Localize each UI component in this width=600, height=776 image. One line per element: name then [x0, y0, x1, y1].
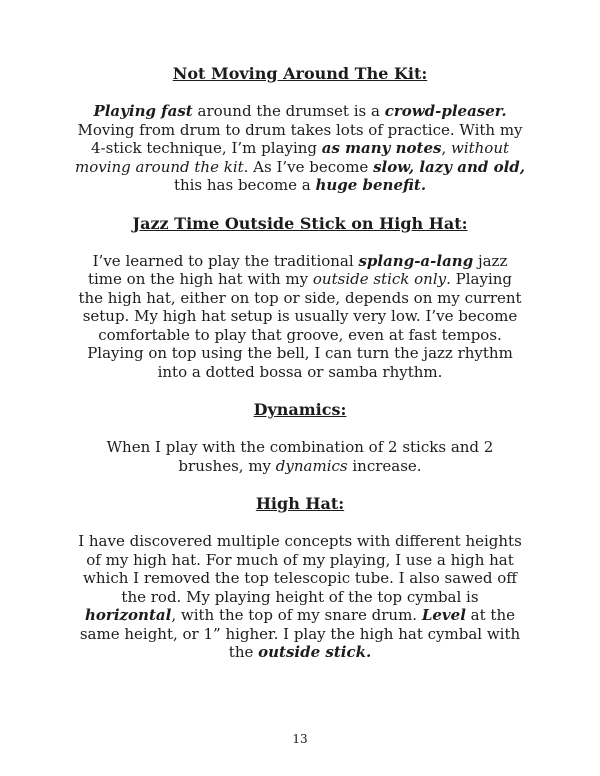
section-paragraph	[74, 438, 526, 475]
section-paragraph	[74, 102, 526, 195]
section-heading	[74, 64, 526, 83]
section-heading	[74, 214, 526, 233]
text-run: as many notes	[321, 139, 442, 157]
text-run: outside stick.	[258, 643, 372, 661]
section-heading	[74, 494, 526, 513]
text-run: without moving around the kit	[75, 139, 510, 176]
section-paragraph	[74, 252, 526, 382]
section-heading-text: High Hat:	[255, 494, 345, 513]
text-run: slow, lazy and old,	[373, 157, 525, 176]
section-heading-text: Dynamics:	[253, 400, 347, 419]
text-run: I have discovered multiple concepts with different heights of my high hat. For much of my playing, I use a high hat which I removed the top telescopic tube. I also sawed off the rod. My playing height of the top cymbal is	[78, 532, 522, 606]
text-run: increase.	[347, 456, 422, 475]
text-run: jazz time on the high hat with my	[87, 251, 508, 288]
text-run: I’ve learned to play the traditional	[92, 251, 359, 270]
page-number: 13	[292, 732, 308, 746]
section-heading-text: Jazz Time Outside Stick on High Hat:	[132, 213, 468, 233]
text-run: splang-a-lang	[358, 251, 474, 270]
text-run: outside stick only	[312, 270, 447, 288]
document-body	[74, 0, 526, 662]
text-run: crowd-pleaser.	[384, 102, 507, 120]
section-paragraph	[74, 532, 526, 662]
text-run: When I play with the combination of 2 sticks and 2 brushes, my	[106, 438, 494, 475]
text-run: , with the top of my snare drum.	[171, 606, 422, 624]
text-run: . As I’ve become	[243, 157, 374, 176]
text-run: horizontal	[85, 606, 172, 624]
text-run: huge benefit.	[315, 176, 427, 194]
section-heading	[74, 400, 526, 419]
text-run: Moving from drum to drum takes lots of practice. With my 4-stick technique, I’m playing	[77, 120, 523, 157]
section-heading-text: Not Moving Around The Kit:	[172, 64, 428, 83]
text-run: this has become a	[173, 176, 316, 194]
text-run: around the drumset is a	[192, 102, 385, 120]
text-run: dynamics	[275, 456, 348, 475]
text-run: at the same height, or 1” higher. I play the high hat cymbal with the	[79, 606, 521, 661]
text-run: ,	[441, 139, 451, 157]
text-run: . Playing the high hat, either on top or side, depends on my current setup. My high hat setup is usually very low. I’ve become comfortable to play that groove, even at fast tempos. Playing on top using the bell, I can turn the jazz rhythm into a dotted bossa or samba rhythm.	[78, 270, 522, 381]
text-run: Level	[421, 606, 466, 624]
text-run: Playing fast	[93, 102, 193, 120]
